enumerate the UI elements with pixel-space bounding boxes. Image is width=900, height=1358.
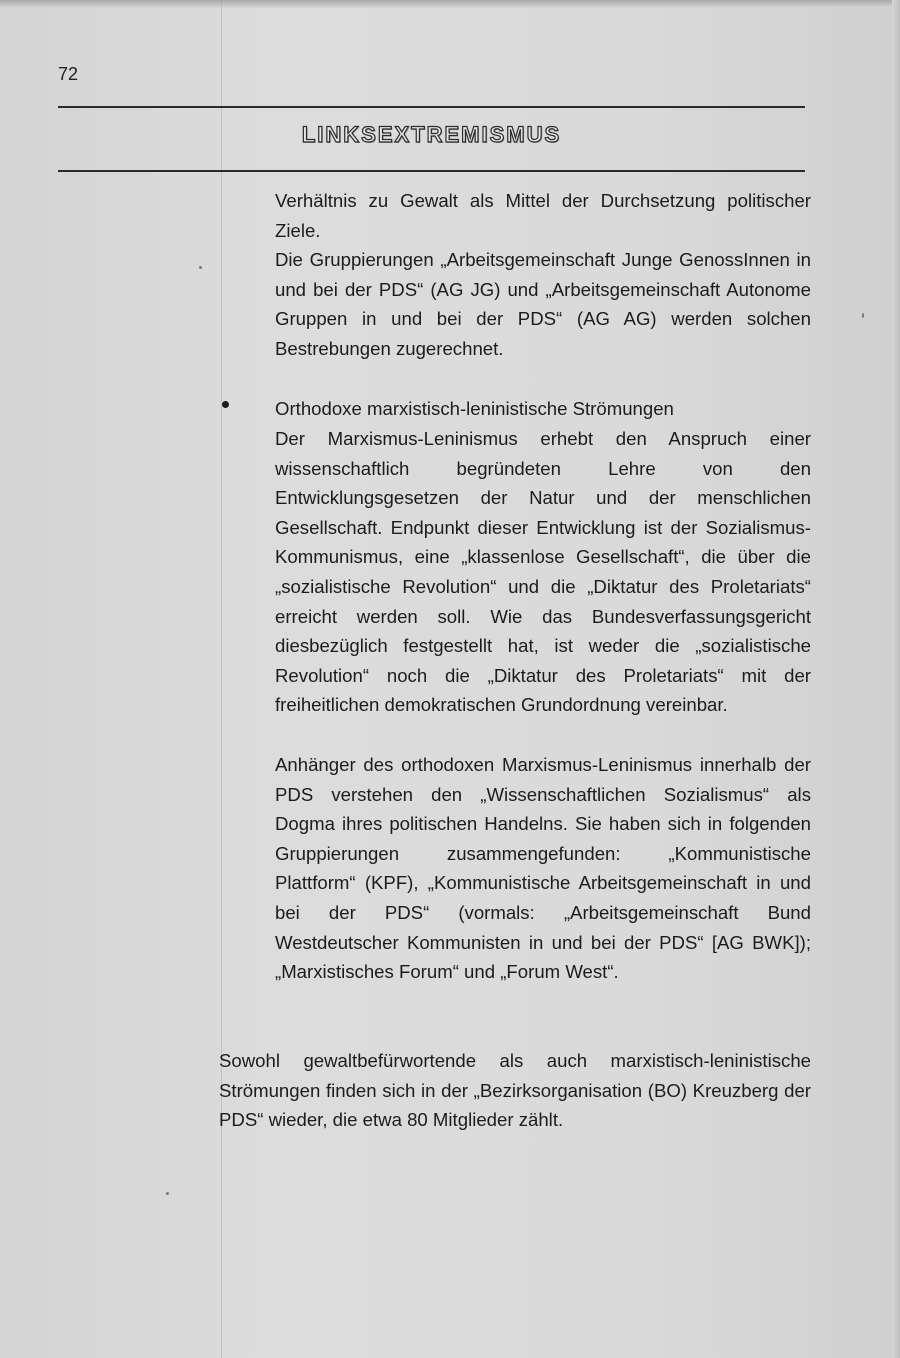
scan-right-edge <box>892 0 900 1358</box>
header-rule-top <box>58 106 805 108</box>
paragraph-4: Anhänger des orthodoxen Marxismus-Leninismus innerhalb der PDS verstehen den „Wissenschaftlichen Sozialismus“ als Dogma ihres politischen Handelns. Sie haben sich in folgenden Gruppierungen zusammengefunden: „Kommunistische Plattform“ (KPF), „Kommunistische Arbeitsgemeinschaft in und bei der PDS“ (vormals: „Arbeitsgemeinschaft Bund Westdeutscher Kommunisten in und bei der PDS“ [AG BWK]); „Marxistisches Forum“ und „Forum West“. <box>275 754 811 983</box>
scan-speck <box>166 1192 169 1195</box>
header-rule-bottom <box>58 170 805 172</box>
paragraph-2: Die Gruppierungen „Arbeitsgemeinschaft Junge GenossInnen in und bei der PDS“ (AG JG) und „Arbeitsgemeinschaft Autonome Gruppen in und bei der PDS“ (AG AG) werden solchen Bestrebungen zugerechnet. <box>275 249 811 359</box>
scan-top-edge <box>0 0 900 8</box>
scan-fold-line <box>221 0 222 1358</box>
bullet-heading: Orthodoxe marxistisch-leninistische Strömungen <box>275 398 674 419</box>
paragraph-3: Der Marxismus-Leninismus erhebt den Anspruch einer wissenschaftlich begründeten Lehre von den Entwicklungsgesetzen der Natur und der menschlichen Gesellschaft. Endpunkt dieser Entwicklung ist der Sozialismus-Kommunismus, eine „klassenlose Gesellschaft“, die über die „sozialistische Revolution“ und die „Diktatur des Proletariats“ erreicht werden soll. Wie das Bundesverfassungsgericht diesbezüglich festgestellt hat, ist weder die „sozialistische Revolution“ noch die „Diktatur des Proletariats“ mit der freiheitlichen demokratischen Grundordnung vereinbar. <box>275 428 811 716</box>
section-title: LINKSEXTREMISMUS <box>301 122 562 147</box>
paragraph-1: Verhältnis zu Gewalt als Mittel der Durchsetzung politischer Ziele. <box>275 190 811 241</box>
bullet-icon <box>222 401 229 408</box>
scan-speck <box>199 266 202 269</box>
scan-speck <box>862 313 864 318</box>
paragraph-5: Sowohl gewaltbefürwortende als auch marxistisch-leninistische Strömungen finden sich in der „Bezirksorganisation (BO) Kreuzberg der PDS“ wieder, die etwa 80 Mitglieder zählt. <box>219 1050 811 1131</box>
page-number: 72 <box>58 64 79 84</box>
